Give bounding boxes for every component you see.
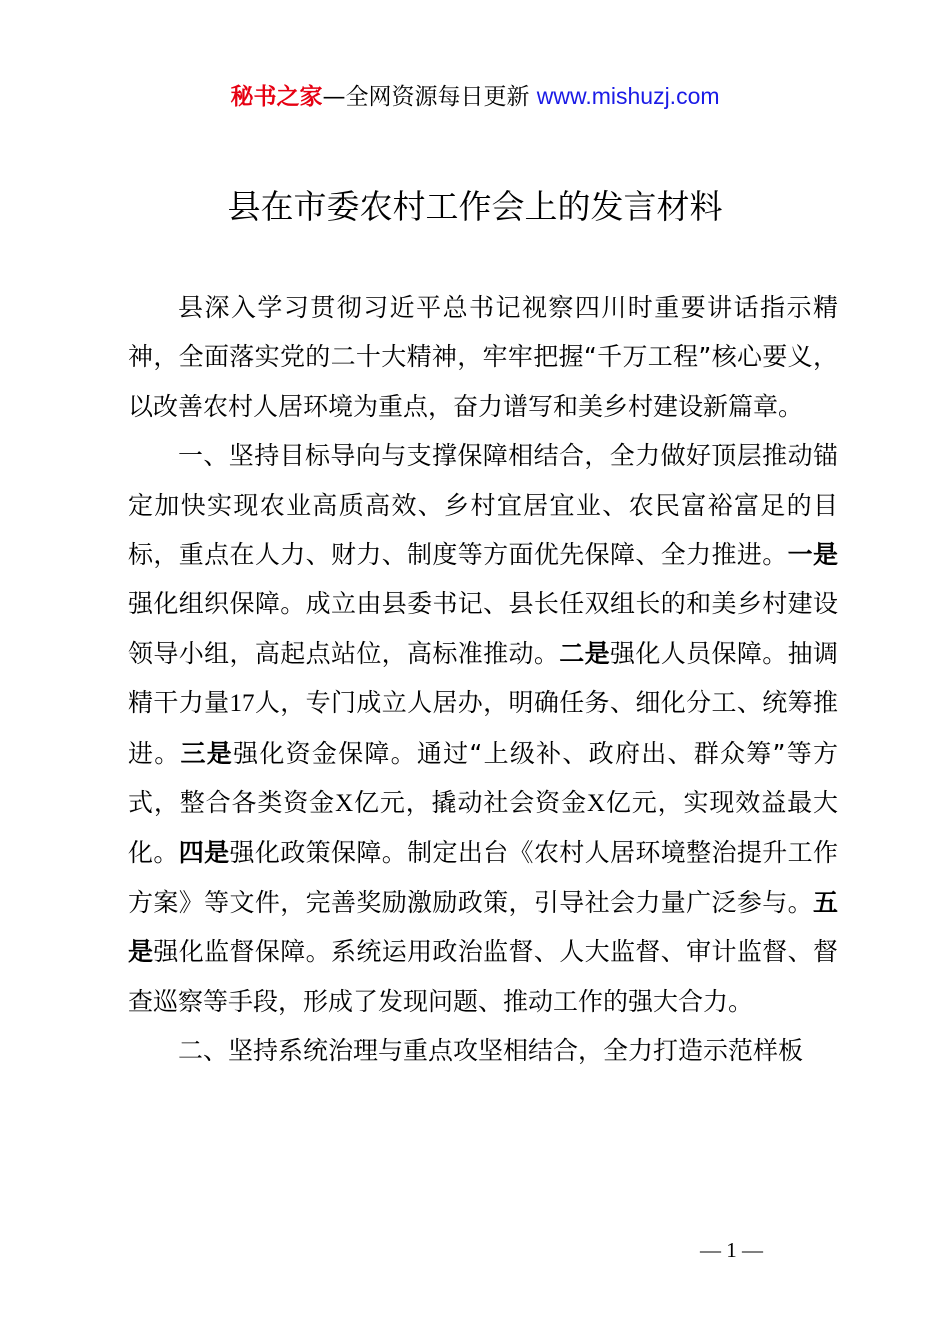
item-2-count: 17 [229,690,255,718]
header-tagline: —全网资源每日更新 [322,84,530,110]
document-title: 县在市委农村工作会上的发言材料 [227,187,723,226]
item-3-label: 三是 [180,738,234,768]
item-1-label: 一是 [787,540,838,570]
document-body [128,283,838,1076]
item-3-text-a: 强化资金保障。通过“上级补、政府出、群众筹”等方式，整合各类资金 [128,738,838,818]
item-3-amount-1: X [335,790,354,818]
item-3-amount-2: X [586,790,606,818]
site-url-link[interactable]: www.mishuzj.com [536,83,720,109]
section-1-paragraph [128,431,838,1026]
item-3-text-c: 亿元，实现效益最大化。 [128,788,838,868]
site-header [0,79,950,114]
item-5-text: 强化监督保障。系统运用政治监督、人大监督、审计监督、督查巡察等手段，形成了发现问题、推动工作的强大合力。 [128,937,838,1016]
section-1-heading: 一、坚持目标导向与支撑保障相结合， [178,441,610,471]
page-number: — 1 — [700,1238,763,1262]
intro-text: 县深入学习贯彻习近平总书记视察四川时重要讲话指示精神，全面落实党的二十大精神，牢牢把握“千万工程”核心要义，以改善农村人居环境为重点，奋力谱写和美乡村建设新篇章。 [128,293,838,421]
item-2-text-a: 强化人员保障。抽调精干力量 [128,638,838,718]
item-5-label: 五是 [128,887,838,967]
item-2-text-b: 人，专门成立人居办，明确任务、细化分工、统筹推进。 [128,688,838,768]
item-4-label: 四是 [178,838,230,868]
section-2-lead: 全力打造示范样板 [603,1036,804,1066]
section-2-heading: 二、坚持系统治理与重点攻坚相结合， [178,1036,604,1066]
section-1-lead: 全力做好顶层推动锚定加快实现农业高质高效、乡村宜居宜业、农民富裕富足的目标，重点在人力、财力、制度等方面优先保障、全力推进。 [128,441,838,570]
item-2-label: 二是 [559,638,611,668]
brand-name: 秘书之家 [230,84,323,110]
item-4-text: 强化政策保障。制定出台《农村人居环境整治提升工作方案》等文件，完善奖励激励政策，引导社会力量广泛参与。 [128,838,838,917]
item-1-text: 强化组织保障。成立由县委书记、县长任双组长的和美乡村建设领导小组，高起点站位，高标准推动。 [128,589,838,668]
section-2-paragraph [128,1026,838,1075]
intro-paragraph [128,283,838,431]
item-3-text-b: 亿元，撬动社会资金 [353,788,587,818]
